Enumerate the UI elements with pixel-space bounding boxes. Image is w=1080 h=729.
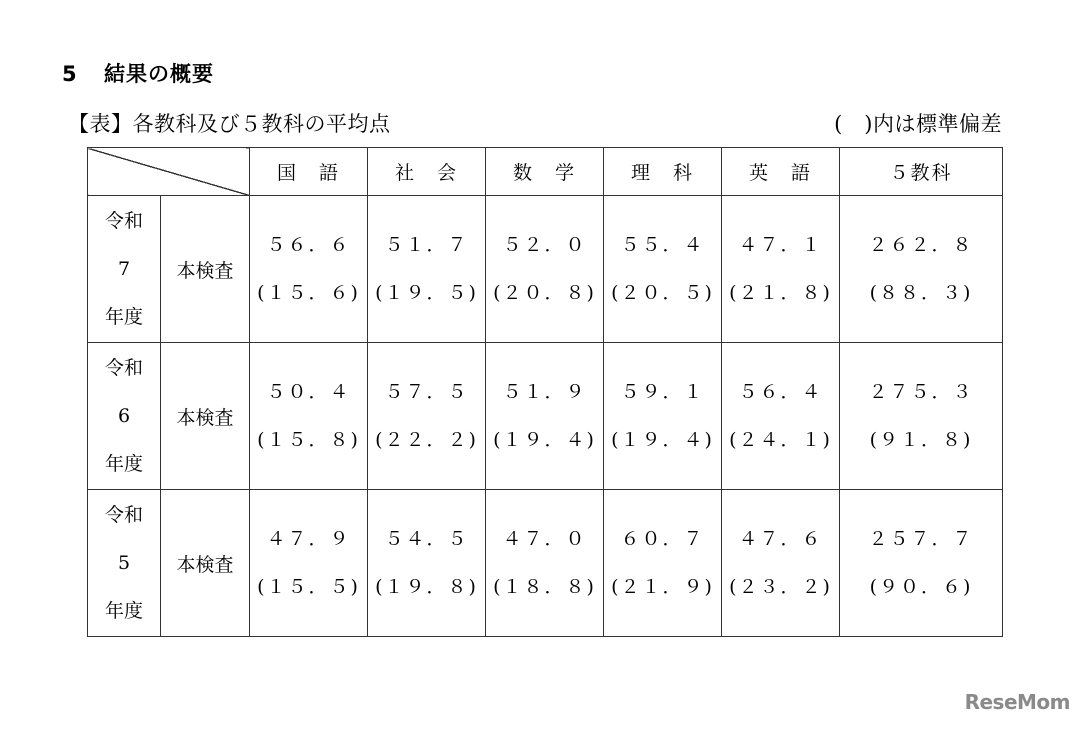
year-cell — [88, 490, 161, 637]
score-cell — [840, 343, 1003, 490]
sd-value: (２３．２) — [729, 576, 832, 598]
score-cell — [250, 343, 368, 490]
year-number: 7 — [117, 258, 131, 280]
mean-value: ６０．７ — [620, 528, 705, 550]
mean-value: ５９．１ — [620, 381, 705, 403]
sd-value: (８８．３) — [869, 282, 973, 304]
year-suffix: 年度 — [104, 600, 143, 622]
mean-value: ２６２．８ — [868, 234, 974, 256]
sd-value: (１９．４) — [611, 429, 714, 451]
header-english: 英 語 — [722, 148, 840, 196]
sd-value: (１５．５) — [257, 576, 360, 598]
score-cell — [604, 490, 722, 637]
mean-value: ５０．４ — [266, 381, 351, 403]
corner-cell — [88, 148, 250, 196]
score-cell — [368, 196, 486, 343]
mean-value: ５１．７ — [384, 234, 469, 256]
table-caption: 【表】各教科及び５教科の平均点 — [68, 112, 391, 136]
year-number: 6 — [117, 405, 131, 427]
mean-value: ５７．５ — [384, 381, 469, 403]
sd-value: (１９．４) — [493, 429, 596, 451]
header-row — [88, 148, 1003, 196]
mean-value: ５６．６ — [266, 234, 351, 256]
mean-value: ５２．０ — [502, 234, 587, 256]
score-cell — [368, 343, 486, 490]
mean-value: ５１．９ — [502, 381, 587, 403]
year-cell — [88, 196, 161, 343]
score-cell — [486, 490, 604, 637]
score-cell — [486, 343, 604, 490]
table-row — [88, 196, 1003, 343]
sd-value: (１５．８) — [257, 429, 360, 451]
header-social: 社 会 — [368, 148, 486, 196]
score-cell — [368, 490, 486, 637]
score-cell — [722, 490, 840, 637]
sd-value: (２１．８) — [729, 282, 832, 304]
era-label: 令和 — [104, 357, 143, 379]
sd-value: (９１．８) — [869, 429, 973, 451]
score-cell — [722, 343, 840, 490]
sd-value: (１９．８) — [375, 576, 478, 598]
year-number: 5 — [117, 552, 131, 574]
section-number: 5 — [62, 62, 78, 86]
table-row — [88, 343, 1003, 490]
mean-value: ４７．９ — [266, 528, 351, 550]
mean-value: ２５７．７ — [868, 528, 974, 550]
mean-value: ５４．５ — [384, 528, 469, 550]
sd-value: (２０．５) — [611, 282, 714, 304]
section-heading — [62, 58, 214, 88]
score-cell — [722, 196, 840, 343]
exam-kind: 本検査 — [161, 196, 250, 343]
score-cell — [250, 196, 368, 343]
year-suffix: 年度 — [104, 453, 143, 475]
score-cell — [486, 196, 604, 343]
score-cell — [840, 490, 1003, 637]
header-total: ５教科 — [840, 148, 1003, 196]
score-cell — [604, 343, 722, 490]
mean-value: ５６．４ — [738, 381, 823, 403]
table-row — [88, 490, 1003, 637]
sd-value: (１５．６) — [257, 282, 360, 304]
exam-kind: 本検査 — [161, 490, 250, 637]
sd-value: (２０．８) — [493, 282, 596, 304]
sd-value: (１９．５) — [375, 282, 478, 304]
year-cell — [88, 343, 161, 490]
header-science: 理 科 — [604, 148, 722, 196]
header-japanese: 国 語 — [250, 148, 368, 196]
score-cell — [250, 490, 368, 637]
sd-value: (１８．８) — [493, 576, 596, 598]
mean-value: ４７．０ — [502, 528, 587, 550]
mean-value: ５５．４ — [620, 234, 705, 256]
sd-value: (２２．２) — [375, 429, 478, 451]
sd-value: (２４．１) — [729, 429, 832, 451]
sd-value: (９０．６) — [869, 576, 973, 598]
sd-value: (２１．９) — [611, 576, 714, 598]
scores-table — [87, 147, 1003, 637]
resemom-logo: ReseMom — [964, 690, 1070, 714]
section-title: 結果の概要 — [104, 62, 214, 86]
mean-value: ４７．１ — [738, 234, 823, 256]
mean-value: ２７５．３ — [868, 381, 974, 403]
mean-value: ４７．６ — [738, 528, 823, 550]
score-cell — [604, 196, 722, 343]
exam-kind: 本検査 — [161, 343, 250, 490]
era-label: 令和 — [104, 504, 143, 526]
score-cell — [840, 196, 1003, 343]
table-note: ( )内は標準偏差 — [834, 112, 1002, 136]
year-suffix: 年度 — [104, 306, 143, 328]
header-math: 数 学 — [486, 148, 604, 196]
era-label: 令和 — [104, 210, 143, 232]
